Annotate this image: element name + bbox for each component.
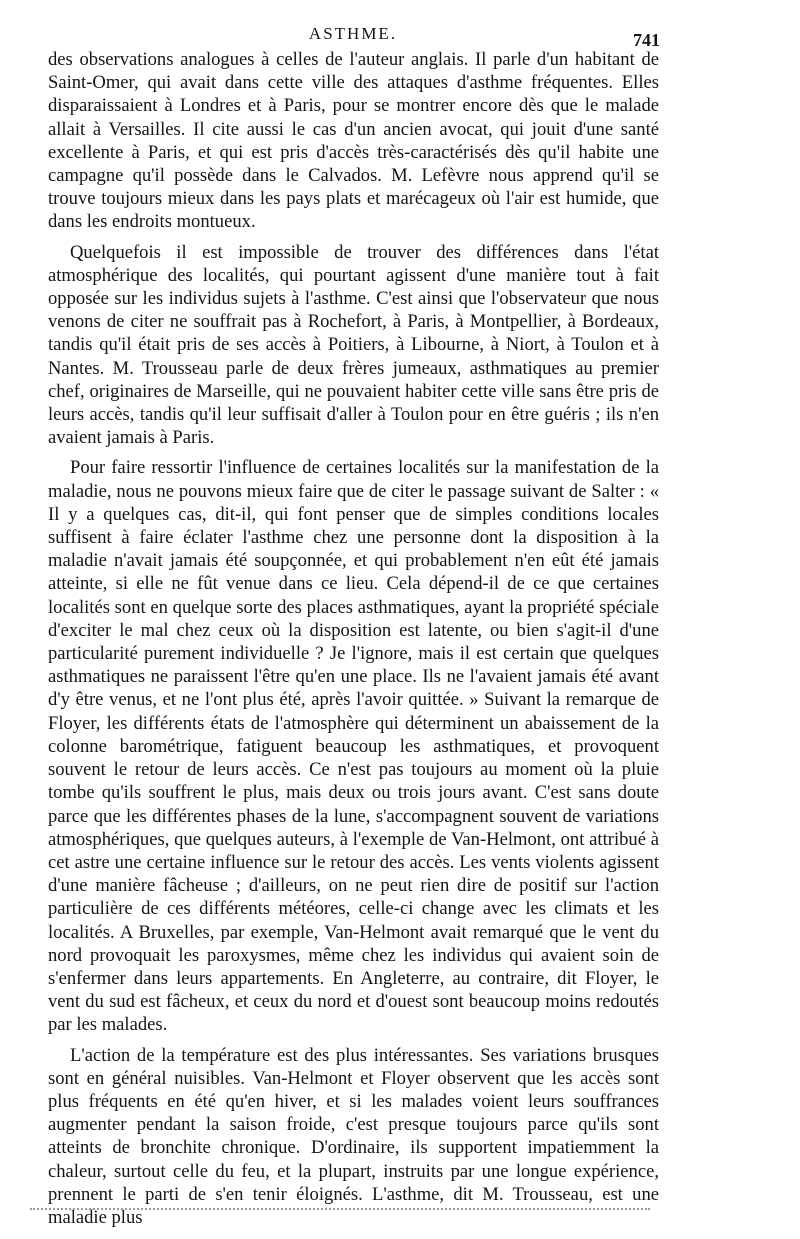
paragraph-salter-quote: Pour faire ressortir l'influence de certaines localités sur la manifestation de la maladie, nous ne pouvons mieux faire que de citer le passage suivant de Salter : « Il y a quelques cas, dit-il, qui font penser que de simples conditions locales suffisent à faire éclater l'asthme chez une personne dont la disposition à la maladie n'avait jamais été soupçonnée, et qui probablement n'en eût été jamais atteinte, si elle ne fût venue dans ce lieu. Cela dépend-il de ce que certaines localités sont en quelque sorte des places asthmatiques, ayant la propriété spéciale d'exciter le mal chez ceux où la disposition est latente, ou bien s'agit-il d'une particularité purement individuelle ? Je l'ignore, mais il est certain que quelques asthmatiques ne paraissent l'être qu'en une place. Ils ne l'avaient jamais été avant d'y être venus, et ne l'ont plus été, après l'avoir quittée. » Suivant la remarque de Floyer, les différents états de l'atmosphère qui déterminent un abaissement de la colonne barométrique, fatiguent beaucoup les asthmatiques, et provoquent souvent le retour de leurs accès. Ce n'est pas toujours au moment où la pluie tombe qu'ils souffrent le plus, mais deux ou trois jours avant. C'est sans doute parce que les différentes phases de la lune, s'accompagnent souvent de variations atmosphériques, que quelques auteurs, à l'exemple de Van-Helmont, ont attribué à cet astre une certaine influence sur le retour des accès. Les vents violents agissent d'une manière fâcheuse ; d'ailleurs, on ne peut rien dire de positif sur l'action particulière de ces différents météores, celle-ci change avec les climats et les localités. A Bruxelles, par exemple, Van-Helmont avait remarqué que le vent du nord provoquait les paroxysmes, même chez les individus qui avaient soin de s'enfermer dans leurs appartements. En Angleterre, au contraire, dit Floyer, le vent du sud est fâcheux, et ceux du nord et d'ouest sont beaucoup moins redoutés par les malades. bbox=[48, 457, 659, 1036]
page-header bbox=[48, 20, 658, 50]
body-text bbox=[48, 48, 659, 1236]
paragraph-temperature: L'action de la température est des plus intéressantes. Ses variations brusques sont en général nuisibles. Van-Helmont et Floyer observent que les accès sont plus fréquents en été qu'en hiver, et si les malades voient leurs souffrances augmenter pendant la saison froide, c'est presque toujours parce qu'ils sont atteints de bronchite chronique. D'ordinaire, ils supportent impatiemment la chaleur, surtout celle du feu, et la plupart, instruits par une longue expérience, prennent le parti de s'en tenir éloignés. L'asthme, dit M. Trousseau, est une maladie plus bbox=[48, 1044, 659, 1228]
paragraph-continuation: des observations analogues à celles de l'auteur anglais. Il parle d'un habitant de Saint-Omer, qui avait dans cette ville des attaques d'asthme fréquentes. Elles disparaissaient à Londres et à Paris, pour se montrer encore dès que le malade allait à Versailles. Il cite aussi le cas d'un ancien avocat, qui jouit d'une santé excellente à Paris, et qui est pris d'accès très-caractérisés dès qu'il habite une campagne qu'il possède dans le Calvados. M. Lefèvre nous apprend qu'il se trouve toujours mieux dans les pays plats et marécageux où l'air est humide, que dans les endroits montueux. bbox=[48, 49, 659, 233]
running-title: ASTHME. bbox=[308, 24, 398, 43]
page-number: 741 bbox=[633, 30, 660, 50]
paragraph-localities: Quelquefois il est impossible de trouver des différences dans l'état atmosphérique des localités, qui pourtant agissent d'une manière tout à fait opposée sur les individus sujets à l'asthme. C'est ainsi que l'observateur que nous venons de citer ne souffrait pas à Rochefort, à Paris, à Montpellier, à Bordeaux, tandis qu'il était pris de ses accès à Poitiers, à Libourne, à Niort, à Toulon et à Nantes. M. Trousseau parle de deux frères jumeaux, asthmatiques au premier chef, originaires de Marseille, qui ne pouvaient habiter cette ville sans être pris de leurs accès, tandis qu'il leur suffisait d'aller à Toulon pour en être guéris ; ils n'en avaient jamais à Paris. bbox=[48, 241, 659, 449]
footer-divider bbox=[30, 1208, 650, 1210]
